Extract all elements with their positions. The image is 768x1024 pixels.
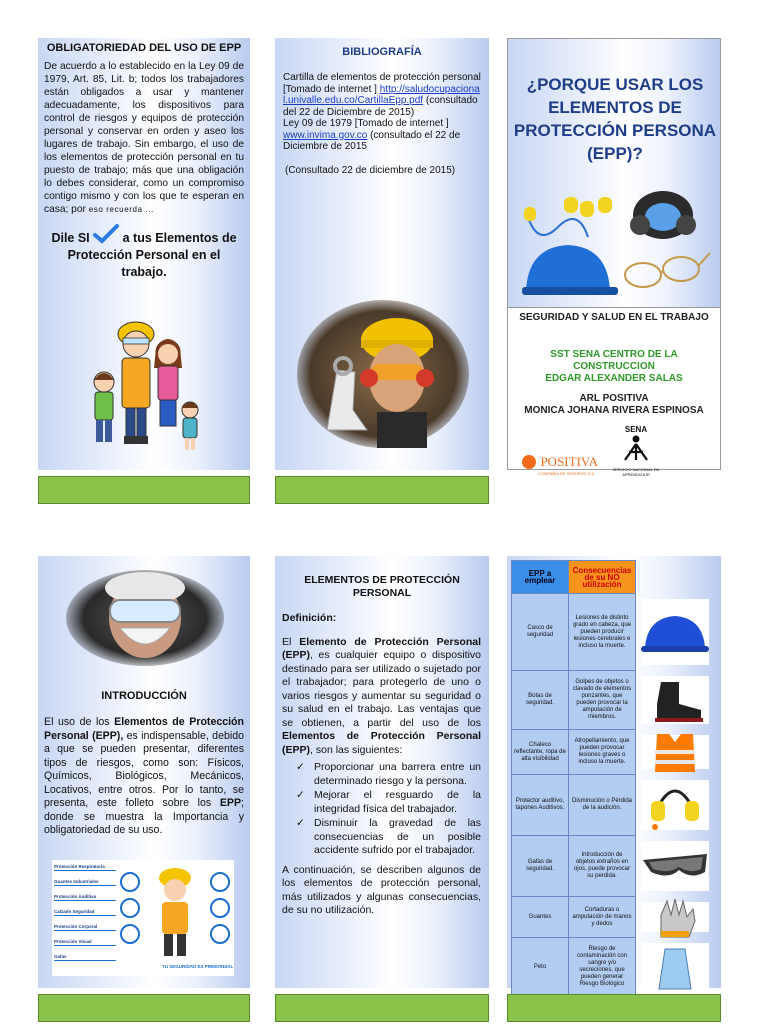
consequence-cell: Lesiones de distinto grado en cabeza, que pueden producir lesiones cerebrales e incluso la muerte. xyxy=(569,594,636,671)
green-bar-2 xyxy=(275,476,489,504)
intro-text-b: Elementos de Protección Personal (EPP), xyxy=(44,716,244,742)
panel-epp-table xyxy=(507,556,721,988)
panel1-heading: OBLIGATORIEDAD DEL USO DE EPP xyxy=(46,42,242,54)
family-worker-illustration xyxy=(86,308,206,458)
consequence-cell: Riesgo de contaminación con sangre y/o secreciones, que pueden generar Riesgo Biológico xyxy=(569,938,636,997)
consequence-cell: Golpes de objetos o clavado de elementos punzantes, que pueden provocar la amputación de miembros. xyxy=(569,671,636,730)
poster-item-list xyxy=(54,864,116,969)
intro-paragraph xyxy=(44,716,244,838)
table-row xyxy=(512,730,715,775)
closing-paragraph: A continuación, se describen algunos de los elementos de protección personal, más utilizados y algunas consecuencias, de su no utilización. xyxy=(282,863,481,916)
panel4-heading: INTRODUCCIÓN xyxy=(101,690,187,702)
ref1-after: (consultado del 22 de Diciembre de 2015) xyxy=(283,95,478,118)
panel-bibliografia xyxy=(275,38,489,470)
green-bar-6 xyxy=(507,994,721,1022)
consequence-cell: Cortaduras o amputación de manos y dedos xyxy=(569,897,636,938)
checkmark-icon xyxy=(93,224,119,244)
table-header-epp: EPP a emplear xyxy=(512,561,569,594)
panel1-paragraph-main: De acuerdo a lo establecido en la Ley 09 de 1979, Art. 85, Lit. b; todos los trabajadores están obligados a usar y mantener adecuadamente, los dispositivos para control de riesgos y equipos de protección personal y conservar en orden y aseo los lugares de trabajo. Sin embargo, el uso de los elementos de protección personal en tu puesto de trabajo; más que una obligación lo debes considerar, como un compromiso contigo mismo y con los que te esperan en casa; por xyxy=(44,61,244,215)
bibliography-list xyxy=(275,58,489,176)
panel5-body xyxy=(275,600,489,918)
poster-item: Protección Visual xyxy=(54,939,116,946)
epp-image-cell xyxy=(636,775,715,836)
intro-text-e: ; donde se muestra la Importancia y obligatoriedad de su uso. xyxy=(44,797,244,836)
poster-item: Protección Respiratoria xyxy=(54,864,116,871)
def-text-b: Elemento de Protección Personal (EPP) xyxy=(282,635,481,661)
check-icon: ✓ xyxy=(296,761,305,773)
poster-item: Protección Corporal xyxy=(54,924,116,931)
epp-image-cell xyxy=(636,730,715,775)
worker-ok-illustration xyxy=(297,300,469,448)
org2-name: ARL POSITIVA xyxy=(579,393,649,404)
sena-logo xyxy=(608,425,664,477)
table-header-consequences: Consecuencias de su NO utilización xyxy=(569,561,636,594)
advantage-item xyxy=(296,789,481,816)
sena-logo-icon xyxy=(621,434,651,462)
epp-consequences-table xyxy=(511,560,715,997)
advantage-item xyxy=(296,761,481,788)
panel1-callout xyxy=(38,216,250,281)
poster-item: Calzado Seguridad xyxy=(54,909,116,916)
goggles-worker-illustration xyxy=(66,570,224,666)
epp-name-cell: Peto xyxy=(512,938,569,997)
ref1-text: Cartilla de elementos de protección personal [Tomado de internet ] xyxy=(283,72,481,95)
vest-icon xyxy=(641,735,709,769)
panel-introduccion xyxy=(38,556,250,988)
cover-org2 xyxy=(512,393,716,417)
green-bar-1 xyxy=(38,476,250,504)
advantage-text: Disminuir la gravedad de las consecuencias de un posible accidente sufrido por el trabajador. xyxy=(314,817,481,856)
def-text-c: , es cualquier equipo o dispositivo destinado para ser utilizado o sujetado por el trabajador; para protegerlo de uno o varios riesgos y aumentar su seguridad o su salud en el trabajo. Las ventajas que se obtienen, a partir del uso de los xyxy=(282,649,481,729)
panel1-paragraph xyxy=(38,54,250,216)
advantage-item xyxy=(296,817,481,858)
epp-image-cell xyxy=(636,897,715,938)
sena-logo-text: SENA xyxy=(624,425,648,434)
green-bar-4 xyxy=(38,994,250,1022)
goggles-worker-photo xyxy=(66,570,224,666)
poster-item: Protección Auditiva xyxy=(54,894,116,901)
ref1-link[interactable]: http://saludocupacional.univalle.edu.co/CartillaEpp.pdf xyxy=(283,83,480,106)
table-row xyxy=(512,836,715,897)
green-bar-5 xyxy=(275,994,489,1022)
positiva-logo xyxy=(522,453,602,476)
callout-rest: a tus Elementos de Protección Personal en el trabajo. xyxy=(67,231,237,279)
table-row xyxy=(512,938,715,997)
intro-text-c: es indispensable, debido a que se pueden presentar, diferentes tipos de riesgos, como son: Físicos, Químicos, Biológicos, Mecánicos, Locativos, entre otros. Por lo tanto, se presenta, este folleto sobre los xyxy=(44,729,244,809)
def-text-a: El xyxy=(282,635,292,648)
org1-person: EDGAR ALEXANDER SALAS xyxy=(545,373,683,384)
poster-caption: TU SEGURIDAD ES PRIMORDIAL xyxy=(162,964,234,969)
panel2-heading: BIBLIOGRAFÍA xyxy=(342,46,422,58)
intro-text-d: EPP xyxy=(219,797,242,809)
ref2-link[interactable]: www.invima.gov.co xyxy=(283,129,368,141)
sena-logo-sub: SERVICIO NACIONAL DE APRENDIZAJE xyxy=(612,467,660,477)
panel-cover xyxy=(507,38,721,477)
boot-icon xyxy=(641,676,709,724)
advantage-text: Proporcionar una barrera entre un determinado riesgo y la persona. xyxy=(314,761,481,787)
ref2-text: Ley 09 de 1979 [Tomado de internet ] xyxy=(283,118,449,129)
org1-name: SST SENA CENTRO DE LA CONSTRUCCION xyxy=(550,349,678,372)
definition-label: Definición: xyxy=(282,612,337,624)
epp-image-cell xyxy=(636,938,715,997)
poster-item: Gafas xyxy=(54,954,116,961)
epp-image-cell xyxy=(636,836,715,897)
positiva-logo-sub: COMPAÑÍA DE SEGUROS S.A. xyxy=(538,471,596,476)
positiva-logo-icon xyxy=(522,455,536,469)
check-icon: ✓ xyxy=(296,817,305,829)
positiva-logo-text: POSITIVA xyxy=(540,453,599,469)
panel-elementos xyxy=(275,556,489,988)
epp-name-cell: Casco de seguridad xyxy=(512,594,569,671)
worker-ok-photo xyxy=(297,300,469,448)
epp-image-cell xyxy=(636,671,715,730)
ref3-text: (Consultado 22 de diciembre de 2015) xyxy=(285,164,456,176)
epp-poster xyxy=(52,860,234,976)
def-text-e: , son las siguientes: xyxy=(310,743,403,756)
table-row xyxy=(512,775,715,836)
callout-dile-si: Dile SI xyxy=(51,231,90,245)
poster-worker-illustration xyxy=(116,864,234,964)
goggles-icon xyxy=(641,841,709,891)
table-row xyxy=(512,897,715,938)
intro-text-a: El uso de los xyxy=(44,716,110,728)
ref2-after: (consultado el 22 de Diciembre de 2015 xyxy=(283,129,461,152)
epp-name-cell: Chaleco reflectante, ropa de alta visibilidad xyxy=(512,730,569,775)
epp-name-cell: Gafas de seguridad. xyxy=(512,836,569,897)
check-icon: ✓ xyxy=(296,789,305,801)
cover-org1 xyxy=(512,349,716,385)
glove-icon xyxy=(641,902,709,932)
panel1-paragraph-tail: eso recuerda ... xyxy=(88,205,154,214)
advantages-list xyxy=(296,761,481,858)
definition-paragraph xyxy=(282,636,481,758)
panel5-heading: ELEMENTOS DE PROTECCIÓN PERSONAL xyxy=(304,574,460,599)
table-row xyxy=(512,594,715,671)
cover-title: ¿PORQUE USAR LOS ELEMENTOS DE PROTECCIÓN PERSONA (EPP)? xyxy=(513,75,717,163)
consequence-cell: Atropellamiento, que pueden provocar lesiones graves o incluso la muerte. xyxy=(569,730,636,775)
epp-image-cell xyxy=(636,594,715,671)
apron-icon xyxy=(641,943,709,991)
poster-item: Guantes Industriales xyxy=(54,879,116,886)
org2-person: MONICA JOHANA RIVERA ESPINOSA xyxy=(524,405,704,416)
table-row xyxy=(512,671,715,730)
epp-name-cell: Protector auditivo, tapones Auditivos. xyxy=(512,775,569,836)
consequence-cell: Disminución o Pérdida de la audición. xyxy=(569,775,636,836)
earmuff-icon xyxy=(641,780,709,830)
epp-items-illustration xyxy=(518,187,712,305)
epp-name-cell: Guantes xyxy=(512,897,569,938)
epp-name-cell: Botas de seguridad. xyxy=(512,671,569,730)
helmet-icon xyxy=(641,599,709,665)
consequence-cell: Introducción de objetos extraños en ojos, puede provocar su perdida. xyxy=(569,836,636,897)
panel-obligatoriedad xyxy=(38,38,250,470)
cover-subtitle: SEGURIDAD Y SALUD EN EL TRABAJO xyxy=(519,312,709,323)
advantage-text: Mejorar el resguardo de la integridad física del trabajador. xyxy=(314,789,481,815)
def-text-d: Elementos de Protección Personal (EPP) xyxy=(282,730,481,756)
